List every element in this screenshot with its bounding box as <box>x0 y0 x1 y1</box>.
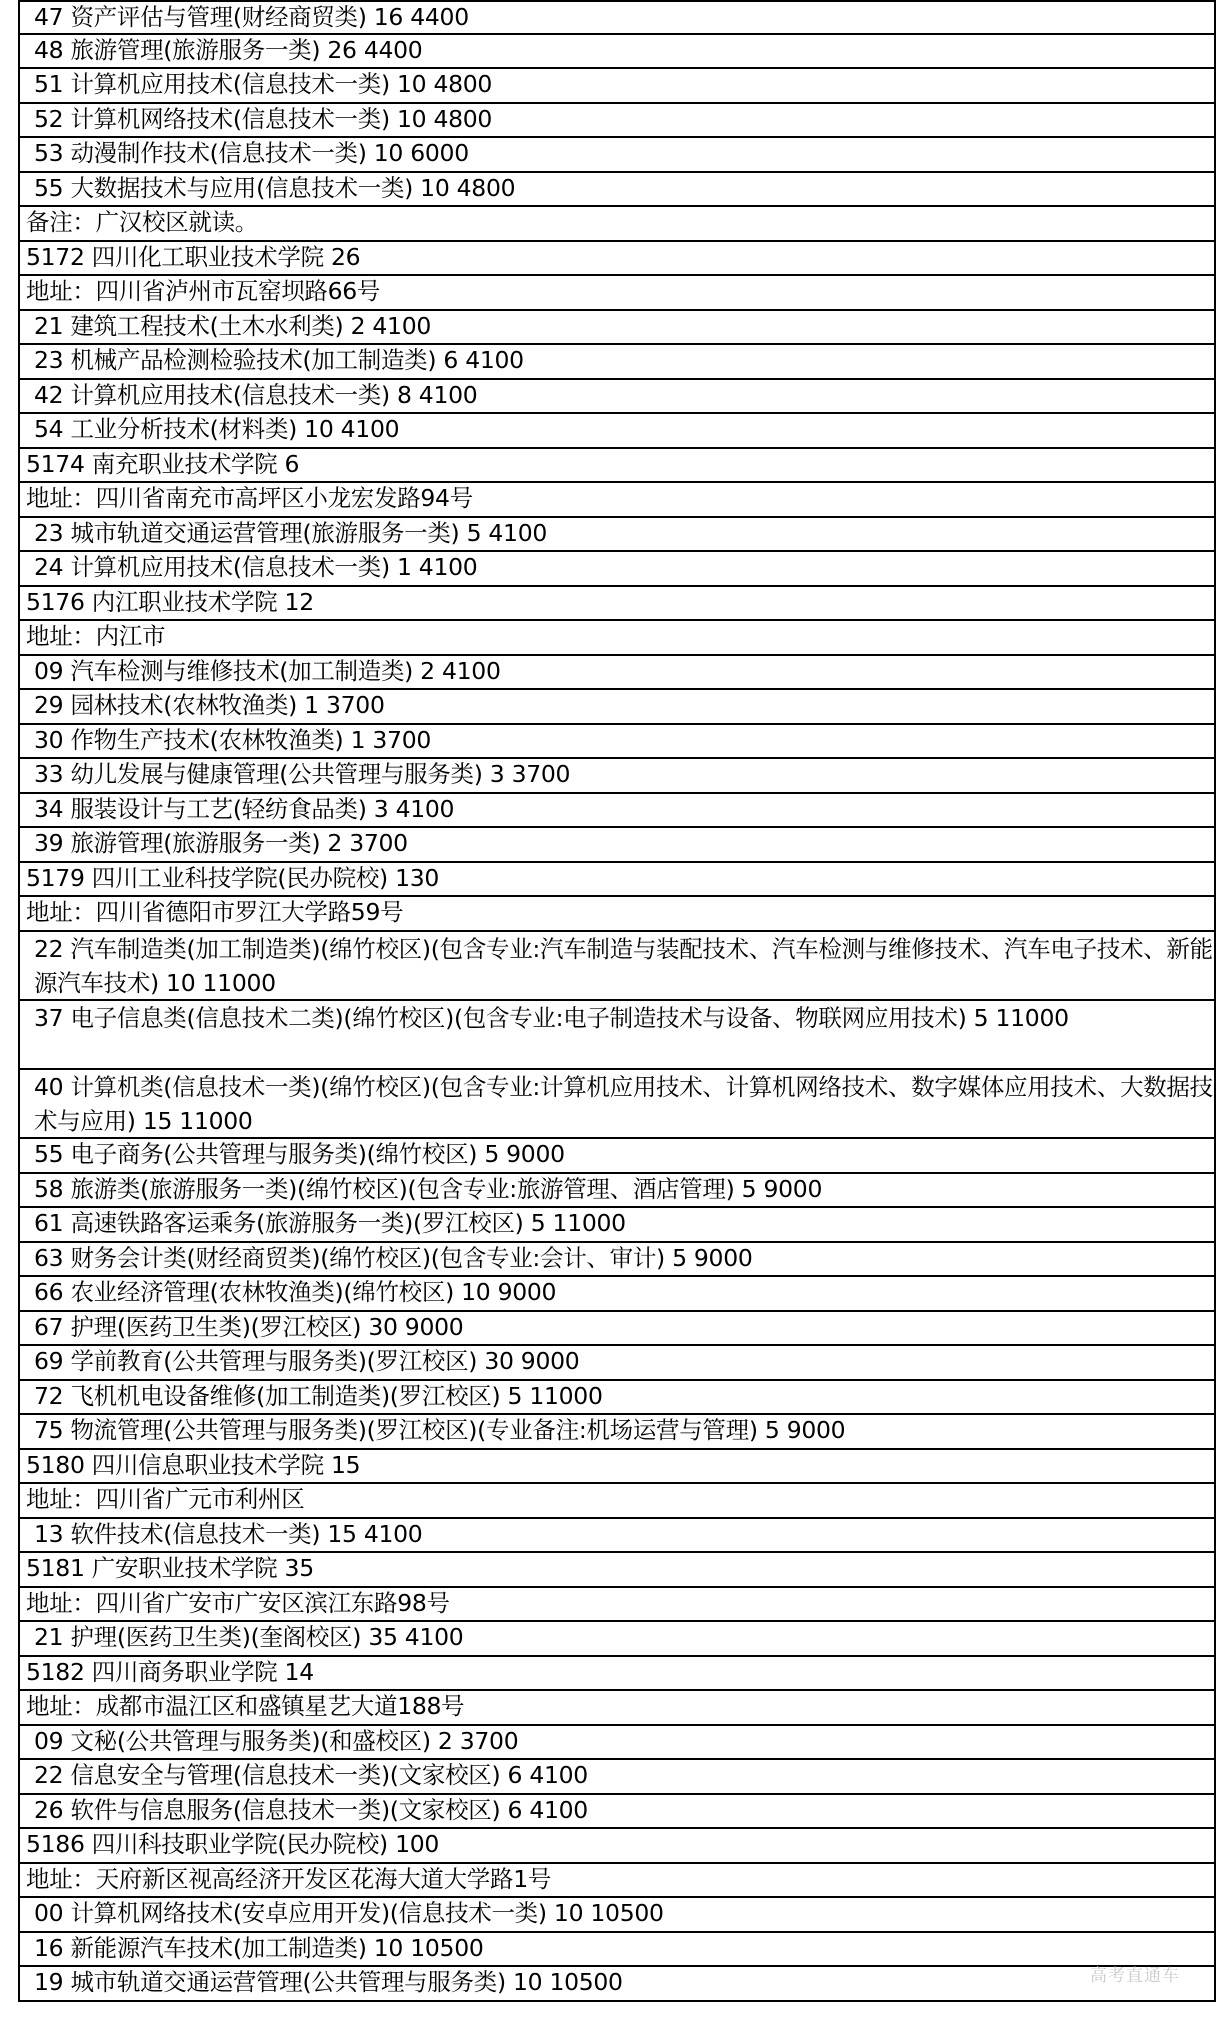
note-row: 备注：广汉校区就读。 <box>18 207 1216 242</box>
address-row: 地址：天府新区视高经济开发区花海大道大学路1号 <box>18 1864 1216 1899</box>
major-row: 00 计算机网络技术(安卓应用开发)(信息技术一类) 10 10500 <box>18 1898 1216 1933</box>
major-row: 37 电子信息类(信息技术二类)(绵竹校区)(包含专业:电子制造技术与设备、物联网应用技术) 5 11000 <box>18 1001 1216 1070</box>
major-row: 47 资产评估与管理(财经商贸类) 16 4400 <box>18 0 1216 35</box>
address-row: 地址：四川省德阳市罗江大学路59号 <box>18 897 1216 932</box>
major-row: 67 护理(医药卫生类)(罗江校区) 30 9000 <box>18 1312 1216 1347</box>
major-row: 19 城市轨道交通运营管理(公共管理与服务类) 10 10500 <box>18 1967 1216 2002</box>
major-row: 55 电子商务(公共管理与服务类)(绵竹校区) 5 9000 <box>18 1139 1216 1174</box>
major-row: 66 农业经济管理(农林牧渔类)(绵竹校区) 10 9000 <box>18 1277 1216 1312</box>
major-row: 24 计算机应用技术(信息技术一类) 1 4100 <box>18 552 1216 587</box>
address-row: 地址：四川省广元市利州区 <box>18 1484 1216 1519</box>
address-row: 地址：四川省南充市高坪区小龙宏发路94号 <box>18 483 1216 518</box>
major-row: 53 动漫制作技术(信息技术一类) 10 6000 <box>18 138 1216 173</box>
major-row: 40 计算机类(信息技术一类)(绵竹校区)(包含专业:计算机应用技术、计算机网络技术、数字媒体应用技术、大数据技术与应用) 15 11000 <box>18 1070 1216 1139</box>
major-row: 09 文秘(公共管理与服务类)(和盛校区) 2 3700 <box>18 1726 1216 1761</box>
major-row: 39 旅游管理(旅游服务一类) 2 3700 <box>18 828 1216 863</box>
school-row: 5182 四川商务职业学院 14 <box>18 1657 1216 1692</box>
school-row: 5179 四川工业科技学院(民办院校) 130 <box>18 863 1216 898</box>
major-row: 30 作物生产技术(农林牧渔类) 1 3700 <box>18 725 1216 760</box>
major-row: 48 旅游管理(旅游服务一类) 26 4400 <box>18 35 1216 70</box>
major-row: 52 计算机网络技术(信息技术一类) 10 4800 <box>18 104 1216 139</box>
school-row: 5186 四川科技职业学院(民办院校) 100 <box>18 1829 1216 1864</box>
major-row: 51 计算机应用技术(信息技术一类) 10 4800 <box>18 69 1216 104</box>
major-row: 69 学前教育(公共管理与服务类)(罗江校区) 30 9000 <box>18 1346 1216 1381</box>
major-row: 55 大数据技术与应用(信息技术一类) 10 4800 <box>18 173 1216 208</box>
address-row: 地址：内江市 <box>18 621 1216 656</box>
watermark: 高考直通车 <box>1090 1966 1180 1986</box>
school-row: 5172 四川化工职业技术学院 26 <box>18 242 1216 277</box>
admission-table <box>18 0 1216 2002</box>
major-row: 75 物流管理(公共管理与服务类)(罗江校区)(专业备注:机场运营与管理) 5 9000 <box>18 1415 1216 1450</box>
major-row: 23 城市轨道交通运营管理(旅游服务一类) 5 4100 <box>18 518 1216 553</box>
address-row: 地址：四川省广安市广安区滨江东路98号 <box>18 1588 1216 1623</box>
major-row: 72 飞机机电设备维修(加工制造类)(罗江校区) 5 11000 <box>18 1381 1216 1416</box>
major-row: 23 机械产品检测检验技术(加工制造类) 6 4100 <box>18 345 1216 380</box>
major-row: 63 财务会计类(财经商贸类)(绵竹校区)(包含专业:会计、审计) 5 9000 <box>18 1243 1216 1278</box>
major-row: 42 计算机应用技术(信息技术一类) 8 4100 <box>18 380 1216 415</box>
major-row: 21 建筑工程技术(土木水利类) 2 4100 <box>18 311 1216 346</box>
address-row: 地址：四川省泸州市瓦窑坝路66号 <box>18 276 1216 311</box>
major-row: 22 信息安全与管理(信息技术一类)(文家校区) 6 4100 <box>18 1760 1216 1795</box>
major-row: 16 新能源汽车技术(加工制造类) 10 10500 <box>18 1933 1216 1968</box>
major-row: 21 护理(医药卫生类)(奎阁校区) 35 4100 <box>18 1622 1216 1657</box>
major-row: 61 高速铁路客运乘务(旅游服务一类)(罗江校区) 5 11000 <box>18 1208 1216 1243</box>
major-row: 09 汽车检测与维修技术(加工制造类) 2 4100 <box>18 656 1216 691</box>
school-row: 5180 四川信息职业技术学院 15 <box>18 1450 1216 1485</box>
major-row: 54 工业分析技术(材料类) 10 4100 <box>18 414 1216 449</box>
major-row: 13 软件技术(信息技术一类) 15 4100 <box>18 1519 1216 1554</box>
address-row: 地址：成都市温江区和盛镇星艺大道188号 <box>18 1691 1216 1726</box>
major-row: 26 软件与信息服务(信息技术一类)(文家校区) 6 4100 <box>18 1795 1216 1830</box>
major-row: 22 汽车制造类(加工制造类)(绵竹校区)(包含专业:汽车制造与装配技术、汽车检测与维修技术、汽车电子技术、新能源汽车技术) 10 11000 <box>18 932 1216 1001</box>
school-row: 5181 广安职业技术学院 35 <box>18 1553 1216 1588</box>
major-row: 29 园林技术(农林牧渔类) 1 3700 <box>18 690 1216 725</box>
school-row: 5176 内江职业技术学院 12 <box>18 587 1216 622</box>
major-row: 33 幼儿发展与健康管理(公共管理与服务类) 3 3700 <box>18 759 1216 794</box>
major-row: 34 服装设计与工艺(轻纺食品类) 3 4100 <box>18 794 1216 829</box>
school-row: 5174 南充职业技术学院 6 <box>18 449 1216 484</box>
major-row: 58 旅游类(旅游服务一类)(绵竹校区)(包含专业:旅游管理、酒店管理) 5 9000 <box>18 1174 1216 1209</box>
